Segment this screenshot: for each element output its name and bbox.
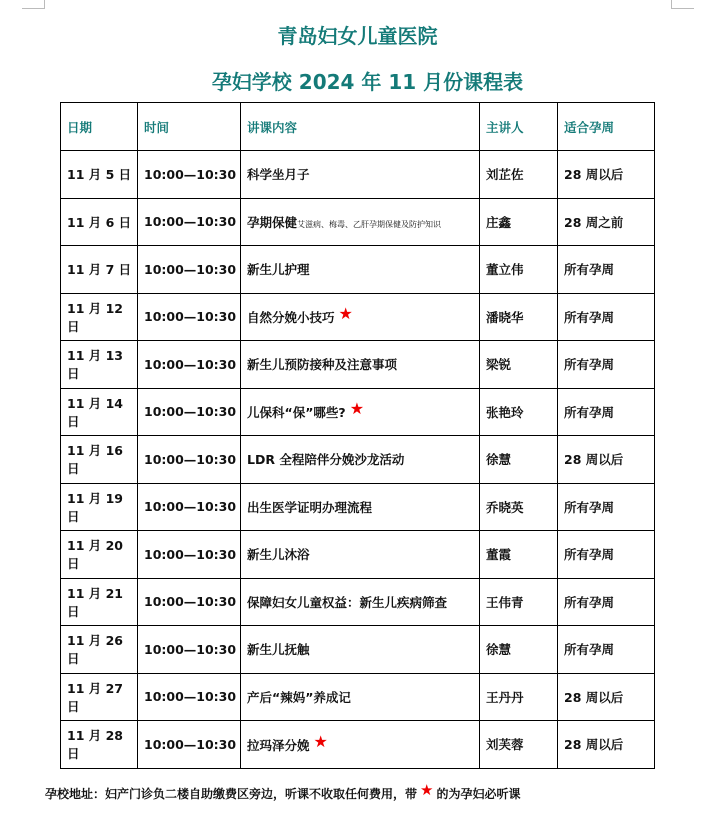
cell-speaker: 张艳玲 bbox=[480, 388, 558, 436]
star-icon: ★ bbox=[349, 399, 365, 419]
cell-weeks: 所有孕周 bbox=[558, 578, 655, 626]
cell-date: 11 月 7 日 bbox=[61, 246, 138, 294]
table-row bbox=[61, 341, 655, 389]
cell-speaker: 董立伟 bbox=[480, 246, 558, 294]
hospital-title: 青岛妇女儿童医院 bbox=[277, 24, 438, 48]
table-row bbox=[61, 246, 655, 294]
header-topic: 讲课内容 bbox=[241, 103, 480, 151]
topic-text: 孕期保健 bbox=[247, 214, 298, 230]
cell-topic bbox=[241, 483, 480, 531]
cell-weeks: 所有孕周 bbox=[558, 626, 655, 674]
footer-note bbox=[45, 781, 521, 802]
topic-note: 艾滋病、梅毒、乙肝孕期保健及防护知识 bbox=[297, 219, 442, 229]
cell-time: 10:00—10:30 bbox=[138, 578, 241, 626]
cell-speaker: 梁锐 bbox=[480, 341, 558, 389]
cell-weeks: 28 周以后 bbox=[558, 721, 655, 769]
header-weeks: 适合孕周 bbox=[558, 103, 655, 151]
cell-time: 10:00—10:30 bbox=[138, 483, 241, 531]
cell-speaker: 庄鑫 bbox=[480, 198, 558, 246]
cell-time: 10:00—10:30 bbox=[138, 531, 241, 579]
cell-weeks: 28 周之前 bbox=[558, 198, 655, 246]
cell-date: 11 月 19 日 bbox=[61, 483, 138, 531]
cell-topic bbox=[241, 293, 480, 341]
table-row bbox=[61, 293, 655, 341]
cell-weeks: 所有孕周 bbox=[558, 341, 655, 389]
cell-weeks: 所有孕周 bbox=[558, 388, 655, 436]
cell-speaker: 徐慧 bbox=[480, 626, 558, 674]
cell-date: 11 月 28 日 bbox=[61, 721, 138, 769]
topic-text: 新生儿抚触 bbox=[247, 642, 310, 658]
cell-weeks: 28 周以后 bbox=[558, 151, 655, 199]
topic-text: LDR 全程陪伴分娩沙龙活动 bbox=[247, 452, 405, 468]
table-row bbox=[61, 531, 655, 579]
cell-speaker: 王丹丹 bbox=[480, 673, 558, 721]
cell-time: 10:00—10:30 bbox=[138, 673, 241, 721]
table-header-row bbox=[61, 103, 655, 151]
star-icon: ★ bbox=[338, 304, 353, 324]
cell-date: 11 月 5 日 bbox=[61, 151, 138, 199]
cell-weeks: 所有孕周 bbox=[558, 293, 655, 341]
cell-date: 11 月 27 日 bbox=[61, 673, 138, 721]
header-date: 日期 bbox=[61, 103, 138, 151]
cell-time: 10:00—10:30 bbox=[138, 721, 241, 769]
table-row bbox=[61, 578, 655, 626]
cell-weeks: 所有孕周 bbox=[558, 531, 655, 579]
topic-text: 科学坐月子 bbox=[247, 167, 310, 183]
table-row bbox=[61, 721, 655, 769]
cell-date: 11 月 26 日 bbox=[61, 626, 138, 674]
topic-text: 新生儿预防接种及注意事项 bbox=[247, 357, 398, 373]
footer-text: 孕校地址：妇产门诊负二楼自助缴费区旁边，听课不收取任何费用，带 bbox=[45, 787, 418, 801]
cell-speaker: 刘芙蓉 bbox=[480, 721, 558, 769]
cell-topic bbox=[241, 198, 480, 246]
cell-date: 11 月 6 日 bbox=[61, 198, 138, 246]
star-icon: ★ bbox=[420, 781, 434, 799]
table-row bbox=[61, 483, 655, 531]
cell-topic bbox=[241, 436, 480, 484]
table-row bbox=[61, 388, 655, 436]
cell-date: 11 月 16 日 bbox=[61, 436, 138, 484]
table-row bbox=[61, 626, 655, 674]
cell-weeks: 所有孕周 bbox=[558, 246, 655, 294]
cell-time: 10:00—10:30 bbox=[138, 388, 241, 436]
cell-time: 10:00—10:30 bbox=[138, 436, 241, 484]
cell-topic bbox=[241, 673, 480, 721]
topic-text: 新生儿护理 bbox=[247, 262, 310, 278]
header-time: 时间 bbox=[138, 103, 241, 151]
table-row bbox=[61, 673, 655, 721]
cell-time: 10:00—10:30 bbox=[138, 198, 241, 246]
cell-topic bbox=[241, 531, 480, 579]
cell-weeks: 28 周以后 bbox=[558, 436, 655, 484]
cell-time: 10:00—10:30 bbox=[138, 246, 241, 294]
topic-text: 出生医学证明办理流程 bbox=[247, 499, 373, 515]
cell-topic bbox=[241, 578, 480, 626]
cell-date: 11 月 21 日 bbox=[61, 578, 138, 626]
cell-topic bbox=[241, 626, 480, 674]
cell-weeks: 28 周以后 bbox=[558, 673, 655, 721]
topic-text: 儿保科“保”哪些? bbox=[247, 405, 346, 421]
cell-time: 10:00—10:30 bbox=[138, 293, 241, 341]
cell-topic bbox=[241, 246, 480, 294]
course-schedule-table bbox=[60, 102, 655, 769]
cell-date: 11 月 12 日 bbox=[61, 293, 138, 341]
cell-topic bbox=[241, 151, 480, 199]
cell-speaker: 王伟青 bbox=[480, 578, 558, 626]
cell-topic bbox=[241, 721, 480, 769]
cell-date: 11 月 20 日 bbox=[61, 531, 138, 579]
schedule-subtitle: 孕妇学校 2024 年 11 月份课程表 bbox=[211, 70, 524, 94]
table-row bbox=[61, 151, 655, 199]
cell-weeks: 所有孕周 bbox=[558, 483, 655, 531]
cell-time: 10:00—10:30 bbox=[138, 151, 241, 199]
topic-text: 自然分娩小技巧 bbox=[247, 310, 335, 326]
header-speaker: 主讲人 bbox=[480, 103, 558, 151]
cell-topic bbox=[241, 341, 480, 389]
table-row bbox=[61, 198, 655, 246]
cell-speaker: 徐慧 bbox=[480, 436, 558, 484]
cell-speaker: 乔晓英 bbox=[480, 483, 558, 531]
topic-text: 保障妇女儿童权益：新生儿疾病筛查 bbox=[247, 594, 448, 610]
topic-text: 新生儿沐浴 bbox=[247, 547, 310, 563]
page-corner-mark bbox=[671, 0, 694, 9]
footer-text-end: 的为孕妇必听课 bbox=[436, 787, 521, 801]
topic-text: 产后“辣妈”养成记 bbox=[247, 689, 351, 705]
cell-speaker: 董霞 bbox=[480, 531, 558, 579]
cell-time: 10:00—10:30 bbox=[138, 341, 241, 389]
page-corner-mark bbox=[22, 0, 45, 9]
cell-time: 10:00—10:30 bbox=[138, 626, 241, 674]
table-row bbox=[61, 436, 655, 484]
cell-date: 11 月 13 日 bbox=[61, 341, 138, 389]
cell-speaker: 潘晓华 bbox=[480, 293, 558, 341]
cell-date: 11 月 14 日 bbox=[61, 388, 138, 436]
cell-speaker: 刘芷佐 bbox=[480, 151, 558, 199]
cell-topic bbox=[241, 388, 480, 436]
topic-text: 拉玛泽分娩 bbox=[247, 737, 310, 753]
star-icon: ★ bbox=[313, 731, 328, 751]
